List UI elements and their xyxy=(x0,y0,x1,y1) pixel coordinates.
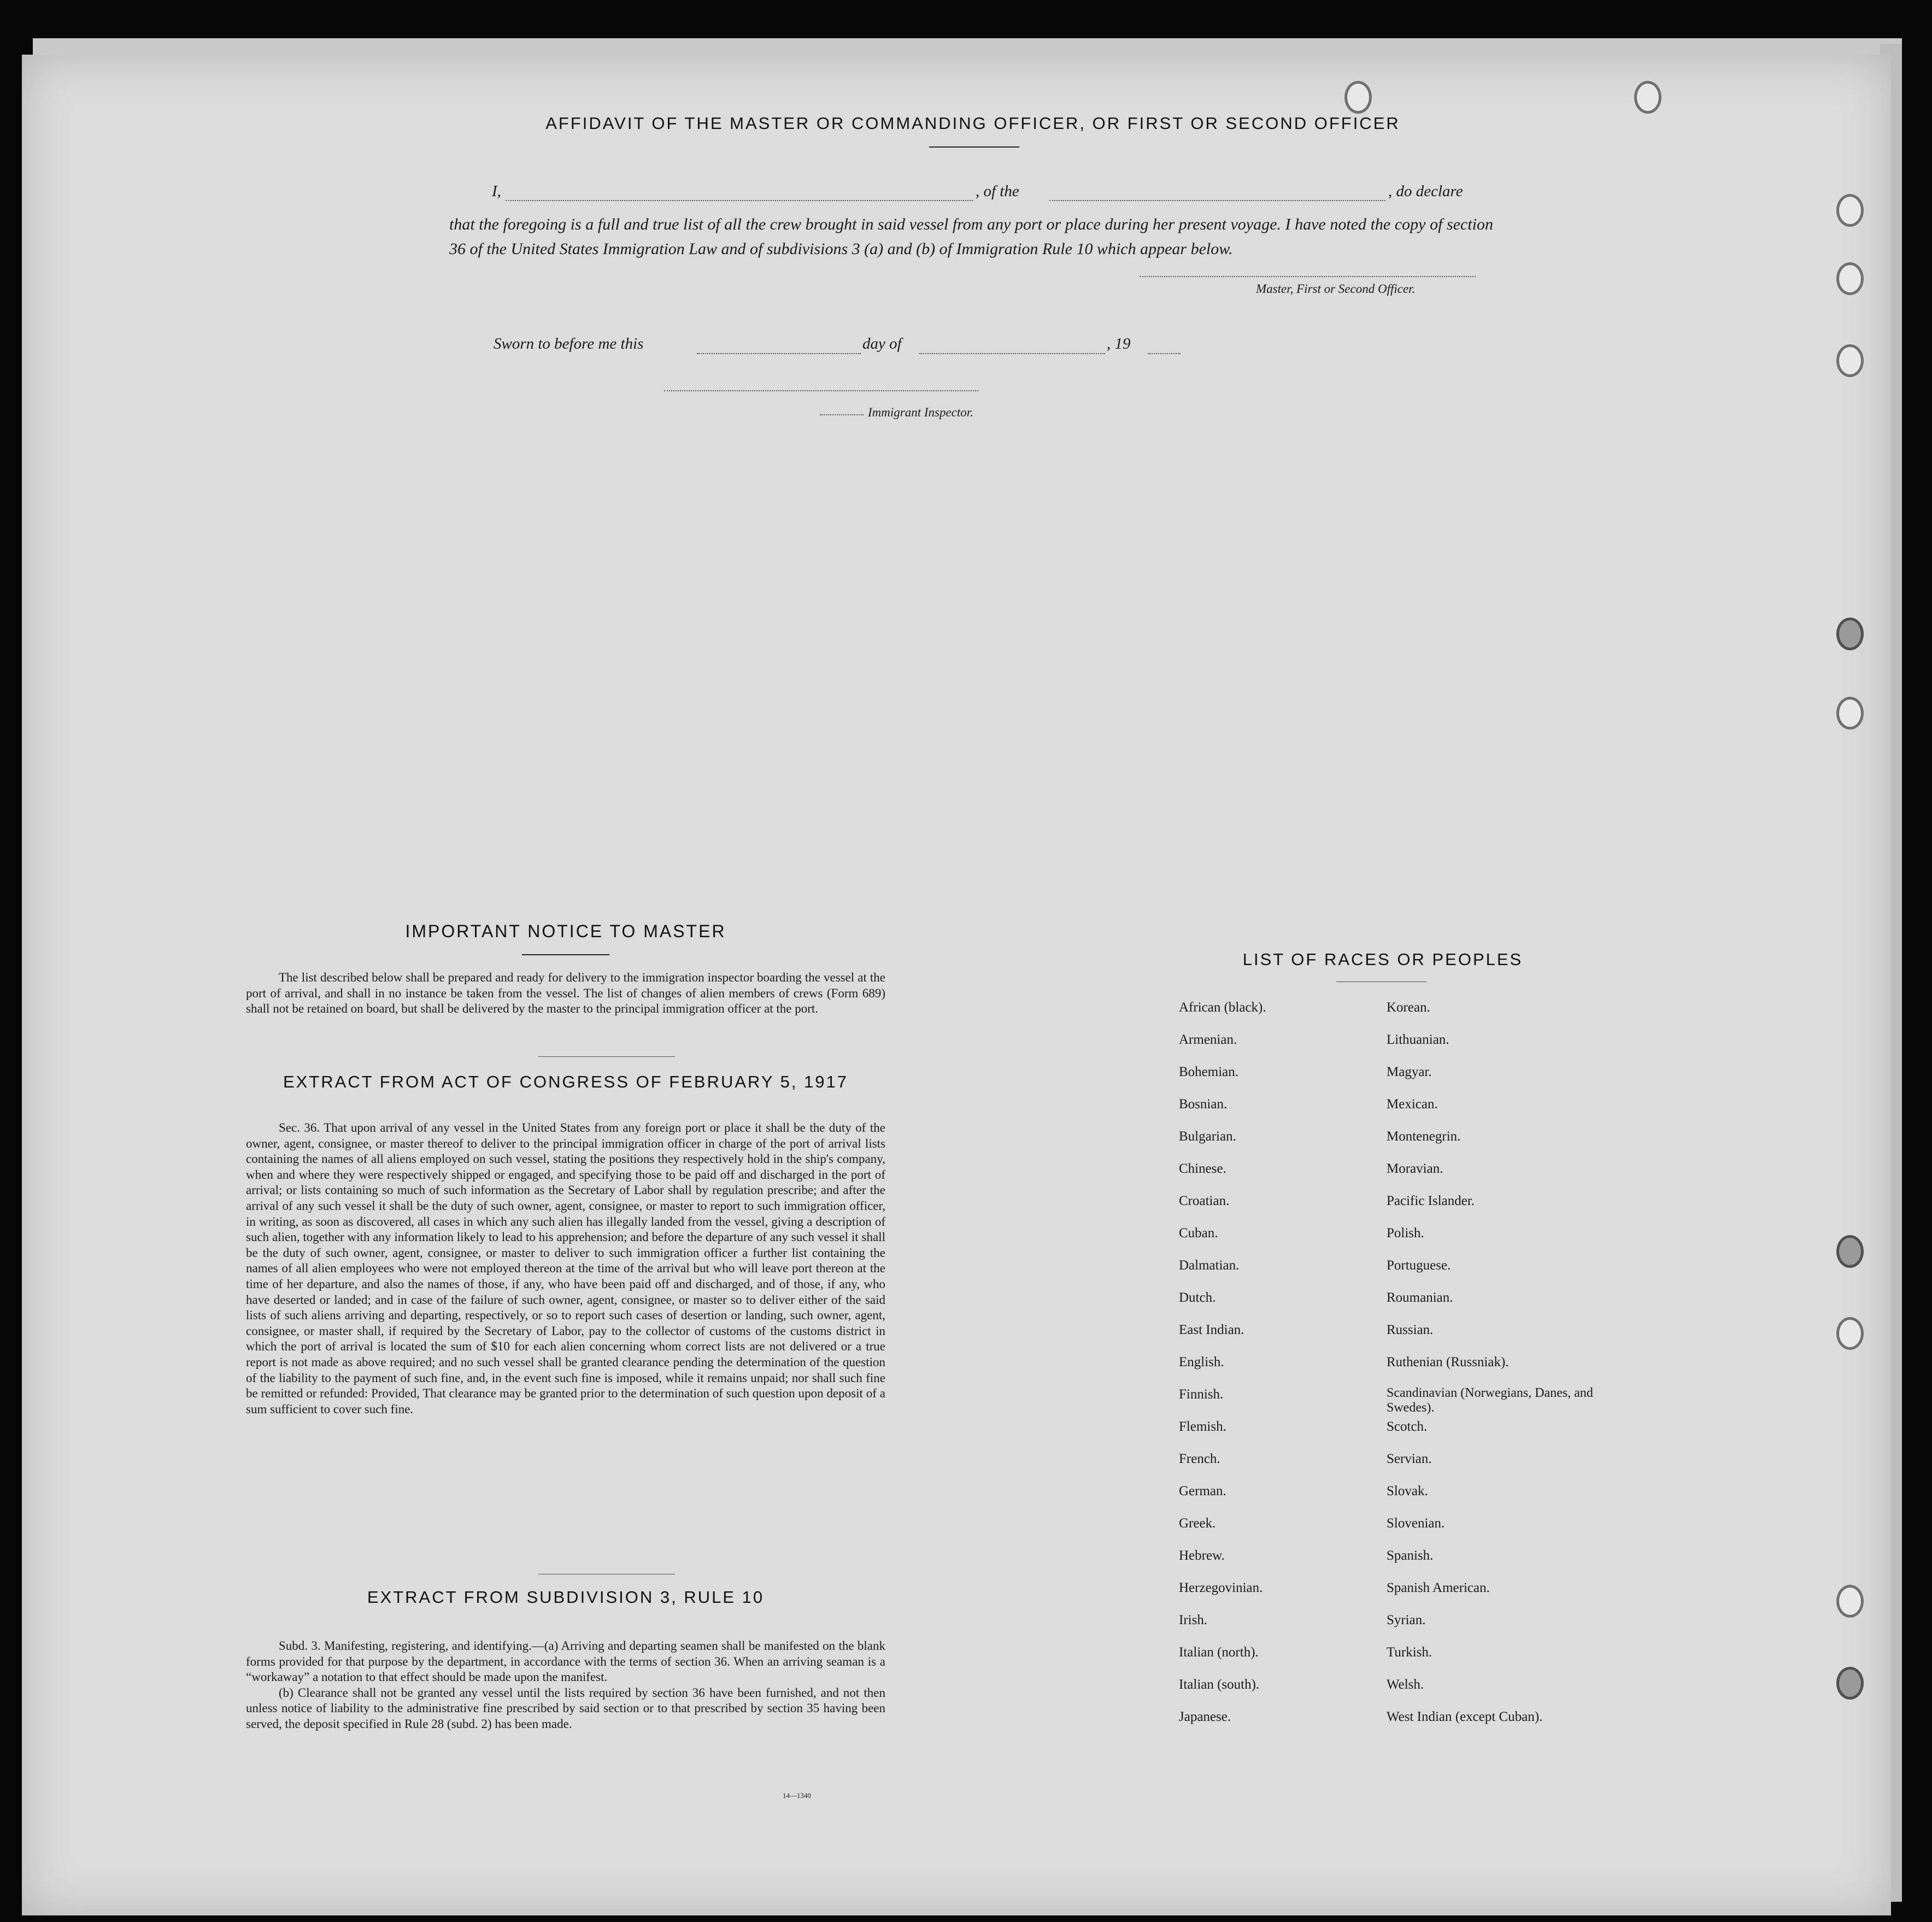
form-number: 14—1340 xyxy=(783,1791,811,1800)
binder-hole xyxy=(1836,697,1864,730)
race-item: Japanese. xyxy=(1179,1709,1231,1724)
rule-text xyxy=(246,1638,885,1732)
race-item: Irish. xyxy=(1179,1613,1208,1627)
race-item: Korean. xyxy=(1387,1000,1430,1015)
act-section-36-text: Sec. 36. That upon arrival of any vessel in the United States from any foreign port or place it shall be the duty of the owner, agent, consignee, or master thereof to deliver to the principal immigration officer in charge of the port of arrival lists containing the names of all aliens employed on such vessel, stating the positions they respectively hold in the ship's company, when and where they were respectively shipped or engaged, and specifying those to be paid off and discharged in the port of arrival; or lists containing so much of such information as the Secretary of Labor shall by regulation prescribe; and after the arrival of any such vessel it shall be the duty of such owner, agent, consignee, or master to report to such immigration officer, in writing, as soon as discovered, all cases in which any such alien has illegally landed from the vessel, giving a description of such alien, together with any information likely to lead to his apprehension; and before the departure of any such vessel it shall be the duty of such owner, agent, consignee, or master to deliver to such immigration officer a further list containing the names of all alien employees who were not employed thereon at the time of the arrival but who will leave port thereon at the time of her departure, and also the names of those, if any, who have been paid off and discharged, and of those, if any, who have deserted or landed; and in case of the failure of such owner, agent, consignee, or master so to deliver either of the said lists of such aliens arriving and departing, respectively, or so to report such cases of desertion or landing, such owner, agent, consignee, or master shall, if required by the Secretary of Labor, pay to the collector of customs of the customs district in which the port of arrival is located the sum of $10 for each alien concerning whom correct lists are not delivered or a true report is not made as above required; and no such vessel shall be granted clearance pending the determination of the question of the liability to the payment of such fine, and, in the event such fine is imposed, while it remains unpaid; nor shall such fine be remitted or refunded: Provided, That clearance may be granted prior to the determination of such question upon deposit of a sum sufficient to cover such fine. xyxy=(246,1121,885,1416)
race-item: Pacific Islander. xyxy=(1387,1194,1475,1208)
race-item: German. xyxy=(1179,1484,1226,1498)
race-item: Portuguese. xyxy=(1387,1258,1451,1273)
race-item: Roumanian. xyxy=(1387,1290,1453,1305)
inspector-signature-line-2[interactable] xyxy=(820,414,864,415)
race-item: Croatian. xyxy=(1179,1194,1230,1208)
binder-hole xyxy=(1836,194,1864,227)
race-item: Italian (south). xyxy=(1179,1677,1260,1692)
race-item: Lithuanian. xyxy=(1387,1032,1449,1047)
race-item: Bohemian. xyxy=(1179,1065,1239,1079)
race-item: Mexican. xyxy=(1387,1097,1438,1112)
race-item: Spanish. xyxy=(1387,1548,1434,1563)
race-item: Scandinavian (Norwegians, Danes, and Swedes). xyxy=(1387,1386,1593,1415)
race-item: Slovenian. xyxy=(1387,1516,1445,1531)
race-item: English. xyxy=(1179,1355,1224,1370)
binder-hole xyxy=(1836,618,1864,650)
master-name-field[interactable] xyxy=(506,200,973,201)
sworn-year-field[interactable] xyxy=(1148,353,1181,354)
rule-para-b: (b) Clearance shall not be granted any vessel until the lists required by section 36 have been furnished, and not then unless notice of liability to the administrative fine prescribed by said section or to that prescribed by section 35 having been served, the deposit specified in Rule 28 (subd. 2) has been made. xyxy=(246,1685,885,1731)
notice-text: The list described below shall be prepared and ready for delivery to the immigration inspector boarding the vessel at the port of arrival, and shall in no instance be taken from the vessel. The list of changes of alien members of crews (Form 689) shall not be retained on board, but shall be delivered by the master to the principal immigration officer at the port. xyxy=(246,971,885,1016)
affidavit-title: AFFIDAVIT OF THE MASTER OR COMMANDING OFFICER, OR FIRST OR SECOND OFFICER xyxy=(545,114,1400,133)
binder-hole xyxy=(1836,262,1864,295)
binder-hole xyxy=(1836,344,1864,377)
binder-hole xyxy=(1836,1585,1864,1618)
races-title: LIST OF RACES OR PEOPLES xyxy=(1242,950,1523,969)
race-item: Welsh. xyxy=(1387,1677,1424,1692)
race-item: Montenegrin. xyxy=(1387,1129,1461,1144)
affidavit-of-the-label: , of the xyxy=(976,183,1019,200)
binder-hole xyxy=(1836,1235,1864,1268)
race-item: West Indian (except Cuban). xyxy=(1387,1709,1543,1724)
inspector-label: Immigrant Inspector. xyxy=(868,405,973,419)
race-item: African (black). xyxy=(1179,1000,1266,1015)
race-item: Russian. xyxy=(1387,1323,1434,1337)
race-item: Bosnian. xyxy=(1179,1097,1228,1112)
binder-hole xyxy=(1634,81,1661,114)
race-item: Greek. xyxy=(1179,1516,1216,1531)
sworn-day-field[interactable] xyxy=(697,353,861,354)
race-item: Dalmatian. xyxy=(1179,1258,1240,1273)
day-of-label: day of xyxy=(862,335,902,352)
vessel-name-field[interactable] xyxy=(1049,200,1385,201)
signature-line[interactable] xyxy=(1140,276,1476,277)
race-item: Dutch. xyxy=(1179,1290,1216,1305)
binder-hole xyxy=(1836,1317,1864,1350)
races-title-rule xyxy=(1336,981,1426,982)
notice-divider xyxy=(538,1056,675,1057)
year-label: , 19 xyxy=(1107,335,1131,352)
race-item: Flemish. xyxy=(1179,1419,1226,1434)
rule-para-a: Subd. 3. Manifesting, registering, and identifying.—(a) Arriving and departing seamen shall be manifested on the blank forms provided for that purpose by the department, in accordance with the terms of section 36. When an arriving seaman is a “workaway” a notation to that effect should be made upon the manifest. xyxy=(246,1639,885,1684)
notice-title-rule xyxy=(522,954,609,955)
sworn-month-field[interactable] xyxy=(919,353,1105,354)
race-item: Italian (north). xyxy=(1179,1645,1259,1660)
race-item: Spanish American. xyxy=(1387,1580,1490,1595)
race-item: Finnish. xyxy=(1179,1387,1224,1402)
race-item: Chinese. xyxy=(1179,1161,1226,1176)
inspector-signature-line[interactable] xyxy=(664,390,978,391)
affidavit-title-rule xyxy=(929,146,1019,148)
rule-title: EXTRACT FROM SUBDIVISION 3, RULE 10 xyxy=(367,1588,765,1607)
affidavit-declare-label: , do declare xyxy=(1388,183,1463,200)
race-item: Magyar. xyxy=(1387,1065,1432,1079)
race-item: Servian. xyxy=(1387,1451,1432,1466)
race-item: Armenian. xyxy=(1179,1032,1237,1047)
race-item: Slovak. xyxy=(1387,1484,1428,1498)
race-item: French. xyxy=(1179,1451,1220,1466)
race-item: Polish. xyxy=(1387,1226,1424,1241)
race-item: Syrian. xyxy=(1387,1613,1426,1627)
binder-hole xyxy=(1344,81,1372,114)
race-item: Cuban. xyxy=(1179,1226,1218,1241)
affidavit-statement: that the foregoing is a full and true list of all the crew brought in said vessel from any port or place during her present voyage. I have noted the copy of section 36 of the United States Immigration Law and of subdivisions 3 (a) and (b) of Immigration Rule 10 which appear below. xyxy=(449,215,1493,258)
notice-title: IMPORTANT NOTICE TO MASTER xyxy=(405,921,726,941)
binder-hole xyxy=(1836,1667,1864,1700)
race-item: East Indian. xyxy=(1179,1323,1244,1337)
affidavit-i-label: I, xyxy=(492,183,501,200)
sworn-label: Sworn to before me this xyxy=(494,335,644,352)
race-item: Scotch. xyxy=(1387,1419,1428,1434)
race-item: Turkish. xyxy=(1387,1645,1432,1660)
race-item: Ruthenian (Russniak). xyxy=(1387,1355,1509,1370)
act-title: EXTRACT FROM ACT OF CONGRESS OF FEBRUARY 5, 1917 xyxy=(283,1072,849,1091)
race-item: Bulgarian. xyxy=(1179,1129,1236,1144)
race-item: Hebrew. xyxy=(1179,1548,1225,1563)
race-item: Moravian. xyxy=(1387,1161,1443,1176)
signature-label: Master, First or Second Officer. xyxy=(1256,282,1416,296)
race-item: Herzegovinian. xyxy=(1179,1580,1263,1595)
